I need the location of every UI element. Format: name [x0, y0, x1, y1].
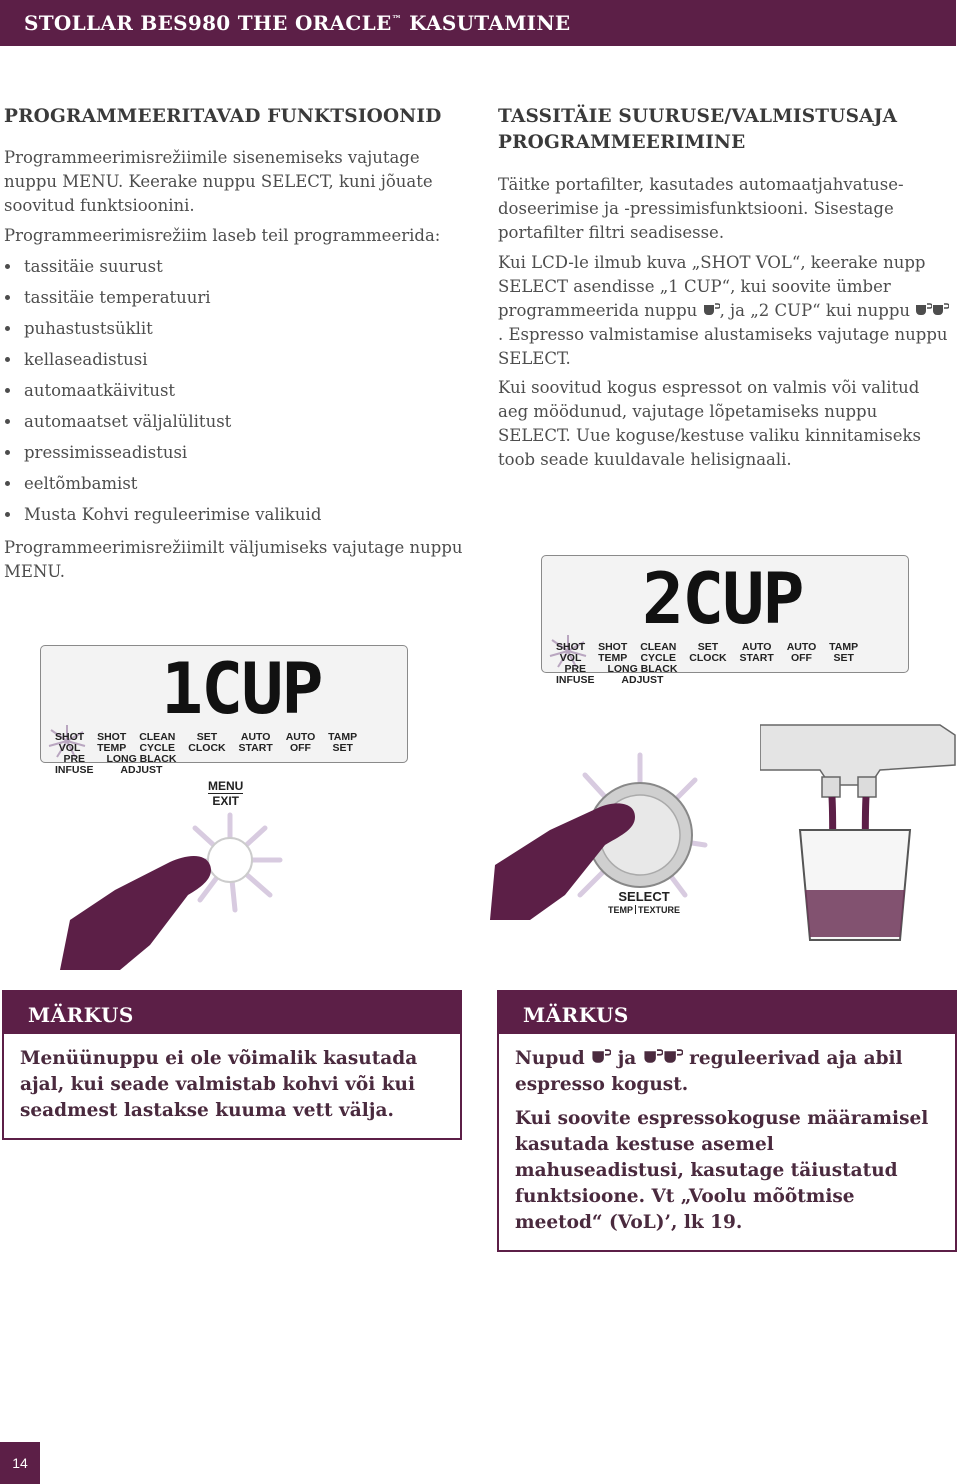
- lcd-label: SET CLOCK: [188, 731, 226, 754]
- list-item: automaatkäivitust: [2, 375, 472, 406]
- lcd-label: PRE INFUSE: [556, 663, 595, 686]
- right-heading: TASSITÄIE SUURUSE/VALMISTUSAJA PROGRAMMEERIMINE: [498, 106, 898, 153]
- lcd-readout: 2CUP: [642, 558, 803, 640]
- hand-icon: [60, 856, 211, 970]
- lcd-label: LONG BLACK ADJUST: [106, 753, 177, 776]
- two-cup-icon: [643, 1047, 663, 1063]
- one-cup-icon: [591, 1047, 611, 1063]
- espresso-pour-illustration: [760, 715, 960, 945]
- lcd-label: AUTO START: [739, 641, 774, 664]
- page-number: 14: [0, 1442, 40, 1484]
- lcd-readout: 1CUP: [161, 648, 322, 730]
- lcd-labels: [556, 642, 908, 686]
- note-heading: MÄRKUS: [499, 992, 955, 1034]
- lcd-display-1cup: [40, 645, 408, 776]
- two-cup-icon: [915, 300, 932, 314]
- list-item: tassitäie suurust: [2, 251, 472, 282]
- note-text: Nupud ja reguleerivad aja abil espresso kogust.: [515, 1048, 903, 1095]
- lcd-display-2cup: [541, 555, 909, 686]
- select-label: SELECT TEMP TEXTURE: [608, 889, 681, 915]
- lcd-label: AUTO OFF: [285, 731, 316, 754]
- lcd-label: SHOT VOL: [556, 641, 586, 664]
- page-title: STOLLAR BES980 THE ORACLE™ KASUTAMINE: [24, 11, 571, 35]
- list-item: puhastustsüklit: [2, 313, 472, 344]
- lcd-label: AUTO OFF: [786, 641, 817, 664]
- note-box-right: [497, 990, 957, 1252]
- lcd-label: LONG BLACK ADJUST: [607, 663, 678, 686]
- lcd-label: SET CLOCK: [689, 641, 727, 664]
- one-cup-icon: [703, 300, 720, 314]
- two-cup-icon: [932, 300, 949, 314]
- list-item: tassitäie temperatuuri: [2, 282, 472, 313]
- page-header: [0, 0, 956, 46]
- right-p3: Kui soovitud kogus espressot on valmis või valitud aeg möödunud, vajutage lõpetamiseks nuppu SELECT. Uue koguse/kestuse valiku kinnitamiseks toob seade kuuldavale helisignaali.: [498, 378, 921, 469]
- right-p2: Kui LCD-le ilmub kuva „SHOT VOL“, keerake nupp SELECT asendisse „1 CUP“, kui soovite ümber programmeerida nuppu , ja „2 CUP“ kui nuppu . Espresso valmistamise alustamiseks vajutage nuppu SELECT.: [498, 253, 948, 368]
- list-item: eeltõmbamist: [2, 468, 472, 499]
- function-list: [2, 251, 472, 530]
- lcd-label: PRE INFUSE: [55, 753, 94, 776]
- list-item: kellaseadistusi: [2, 344, 472, 375]
- lcd-label: CLEAN CYCLE: [640, 641, 677, 664]
- list-item: pressimisseadistusi: [2, 437, 472, 468]
- right-p1: Täitke portafilter, kasutades automaatjahvatuse-doseerimise ja -pressimisfunktsiooni. Sisestage portafilter filtri seadisesse.: [498, 175, 904, 242]
- lcd-label: SHOT TEMP: [598, 641, 628, 664]
- lcd-label: SHOT VOL: [55, 731, 85, 754]
- menu-exit-label: MENU EXIT: [208, 779, 244, 808]
- left-intro: Programmeerimisrežiimile sisenemiseks vajutage nuppu MENU. Keerake nuppu SELECT, kuni jõuate soovitud funktsioonini.: [4, 148, 433, 215]
- note-box-left: [2, 990, 462, 1140]
- note-heading: MÄRKUS: [4, 992, 460, 1034]
- list-item: automaatset väljalülitust: [2, 406, 472, 437]
- left-lead: Programmeerimisrežiim laseb teil programmeerida:: [4, 226, 441, 245]
- left-heading: PROGRAMMEERITAVAD FUNKTSIOONID: [4, 106, 442, 127]
- lcd-label: TAMP SET: [328, 731, 358, 754]
- lcd-label: TAMP SET: [829, 641, 859, 664]
- note-text: Menüünuppu ei ole võimalik kasutada ajal, kui seade valmistab kohvi või kui seadmest lastakse kuuma vett välja.: [20, 1048, 418, 1121]
- two-cup-icon: [663, 1047, 683, 1063]
- list-item: Musta Kohvi reguleerimise valikuid: [2, 499, 472, 530]
- lcd-label: CLEAN CYCLE: [139, 731, 176, 754]
- note-text: Kui soovite espressokoguse määramisel kasutada kestuse asemel mahuseadistusi, kasutage täiustatud funktsioone. Vt „Voolu mõõtmise meetod“ (VoL)’, lk 19.: [515, 1108, 929, 1233]
- left-exit: Programmeerimisrežiimilt väljumiseks vajutage nuppu MENU.: [4, 538, 463, 581]
- lcd-label: SHOT TEMP: [97, 731, 127, 754]
- lcd-label: AUTO START: [238, 731, 273, 754]
